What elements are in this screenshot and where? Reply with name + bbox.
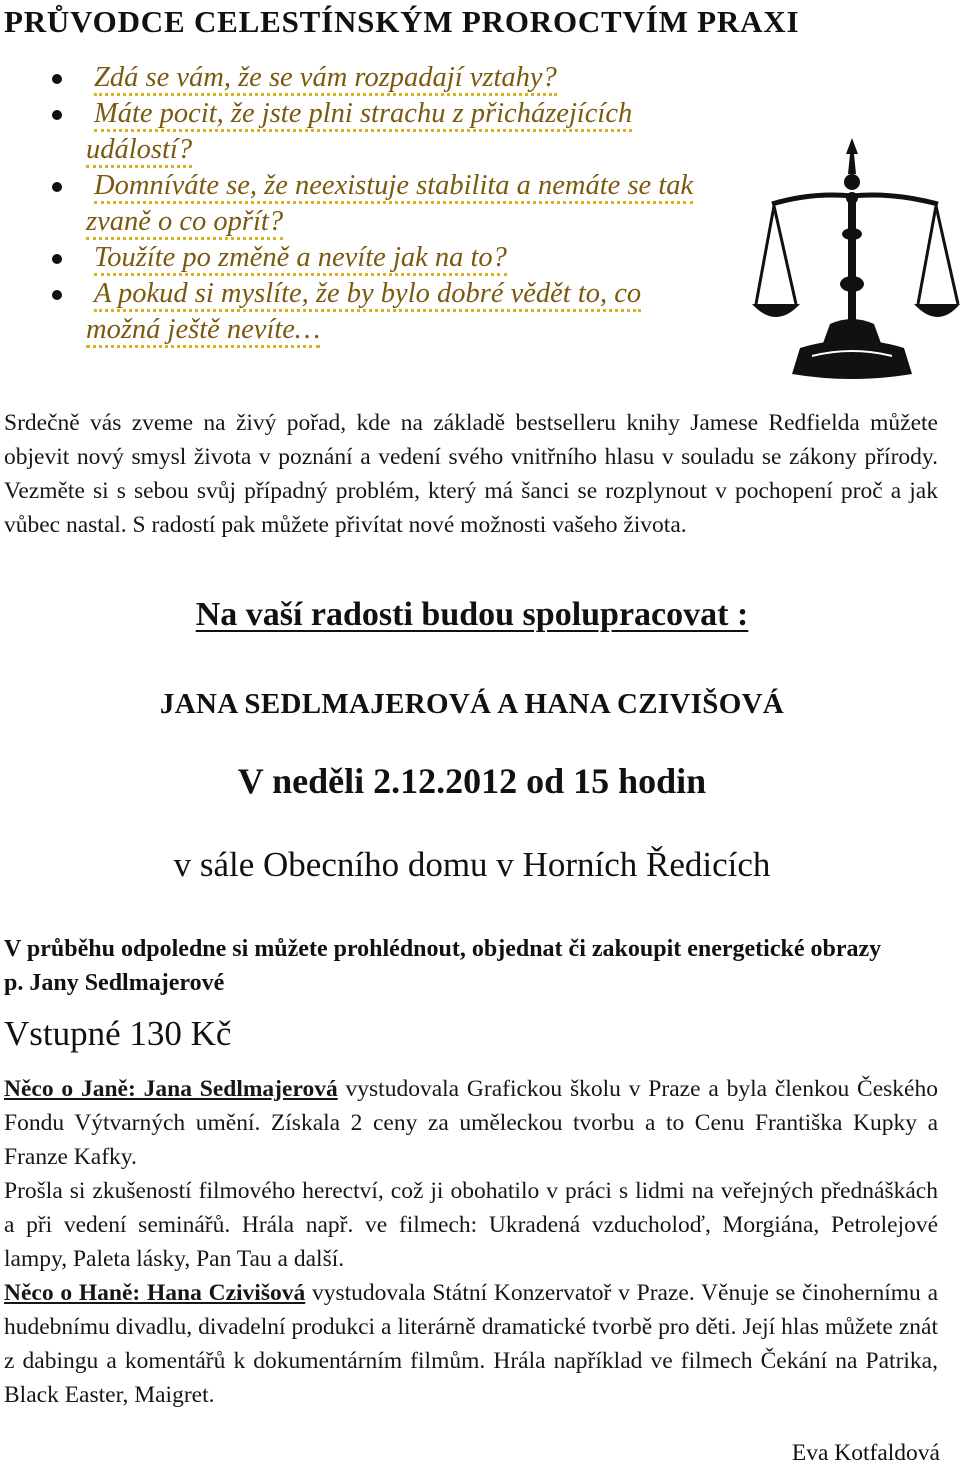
list-item-text: Zdá se vám, že se vám rozpadají vztahy? [94, 62, 557, 96]
gallery-note: V průběhu odpoledne si můžete prohlédnout, objednat či zakoupit energetické obrazy p. Jany Sedlmajerové [4, 936, 882, 996]
author-signature: Eva Kotfaldová [791, 1440, 940, 1466]
bullet-icon [52, 254, 62, 264]
list-item-text-continued: možná ještě nevíte… [86, 314, 320, 348]
collaborators-heading [0, 596, 944, 634]
collaborators-heading-text: Na vaší radosti budou spolupracovat : [195, 596, 749, 633]
invitation-paragraph: Srdečně vás zveme na živý pořad, kde na základě bestselleru knihy Jamese Redfielda můžete objevit nový smysl života v poznání a vedení svého vnitřního hlasu v souladu se zákony přírody. Vezměte si s sebou svůj případný problém, který má šanci se rozplynout v pochopení proč a jak vůbec nastal. S radostí pak můžete přivítat nové možnosti vašeho života. [4, 410, 938, 538]
bio-jana-label: Něco o Janě: Jana Sedlmajerová [4, 1076, 338, 1102]
bio-hana-text: vystudovala Státní Konzervatoř v Praze. Věnuje se činohernímu a hudebnímu divadlu, divadelní produkci a literárně dramatické tvorbě pro děti. Její hlas můžete znát z dabingu a komentářů k dokumentárním filmům. Hrála například ve filmech Čekání na Patrika, Black Easter, Maigret. [4, 1280, 939, 1408]
admission-fee: Vstupné 130 Kč [4, 1014, 232, 1053]
question-list [48, 60, 778, 348]
page-title: PRŮVODCE CELESTÍNSKÝM PROROCTVÍM PRAXI [4, 4, 800, 39]
scales-of-justice-icon [752, 134, 960, 384]
list-item-text: Máte pocit, že jste plni strachu z přicházejících [94, 98, 632, 132]
bullet-icon [52, 110, 62, 120]
bullet-icon [52, 290, 62, 300]
bullet-icon [52, 74, 62, 84]
list-item [48, 168, 778, 240]
list-item-text-continued: událostí? [86, 134, 192, 168]
list-item-text: Toužíte po změně a nevíte jak na to? [94, 242, 507, 276]
bio-jana-text: vystudovala Grafickou školu v Praze a byla členkou Českého Fondu Výtvarných umění. Získala 2 ceny za uměleckou tvorbu a to Cenu Františka Kupky a Franze Kafky. [4, 1076, 938, 1170]
list-item [48, 240, 778, 276]
list-item [48, 96, 778, 168]
bullet-icon [52, 182, 62, 192]
list-item-text-continued: zvaně o co opřít? [86, 206, 283, 240]
list-item [48, 60, 778, 96]
bio-hana-label: Něco o Haně: Hana Czivišová [4, 1280, 306, 1306]
performer-names: JANA SEDLMAJEROVÁ A HANA CZIVIŠOVÁ [159, 688, 785, 720]
bio-jana-text-2: Prošla si zkušeností filmového herectví, což ji obohatilo v práci s lidmi na veřejných přednáškách a při vedení seminářů. Hrála např. ve filmech: Ukradená vzducholoď, Morgiána, Petrolejové lampy, Paleta lásky, Pan Tau a další. [4, 1178, 938, 1272]
event-venue: v sále Obecního domu v Horních Ředicích [173, 845, 771, 884]
list-item [48, 276, 778, 348]
list-item-text: Domníváte se, že neexistuje stabilita a nemáte se tak [94, 170, 693, 204]
list-item-text: A pokud si myslíte, že by bylo dobré vědět to, co [94, 278, 641, 312]
event-date-time: V neděli 2.12.2012 od 15 hodin [237, 761, 707, 801]
biographies [4, 1072, 938, 1412]
